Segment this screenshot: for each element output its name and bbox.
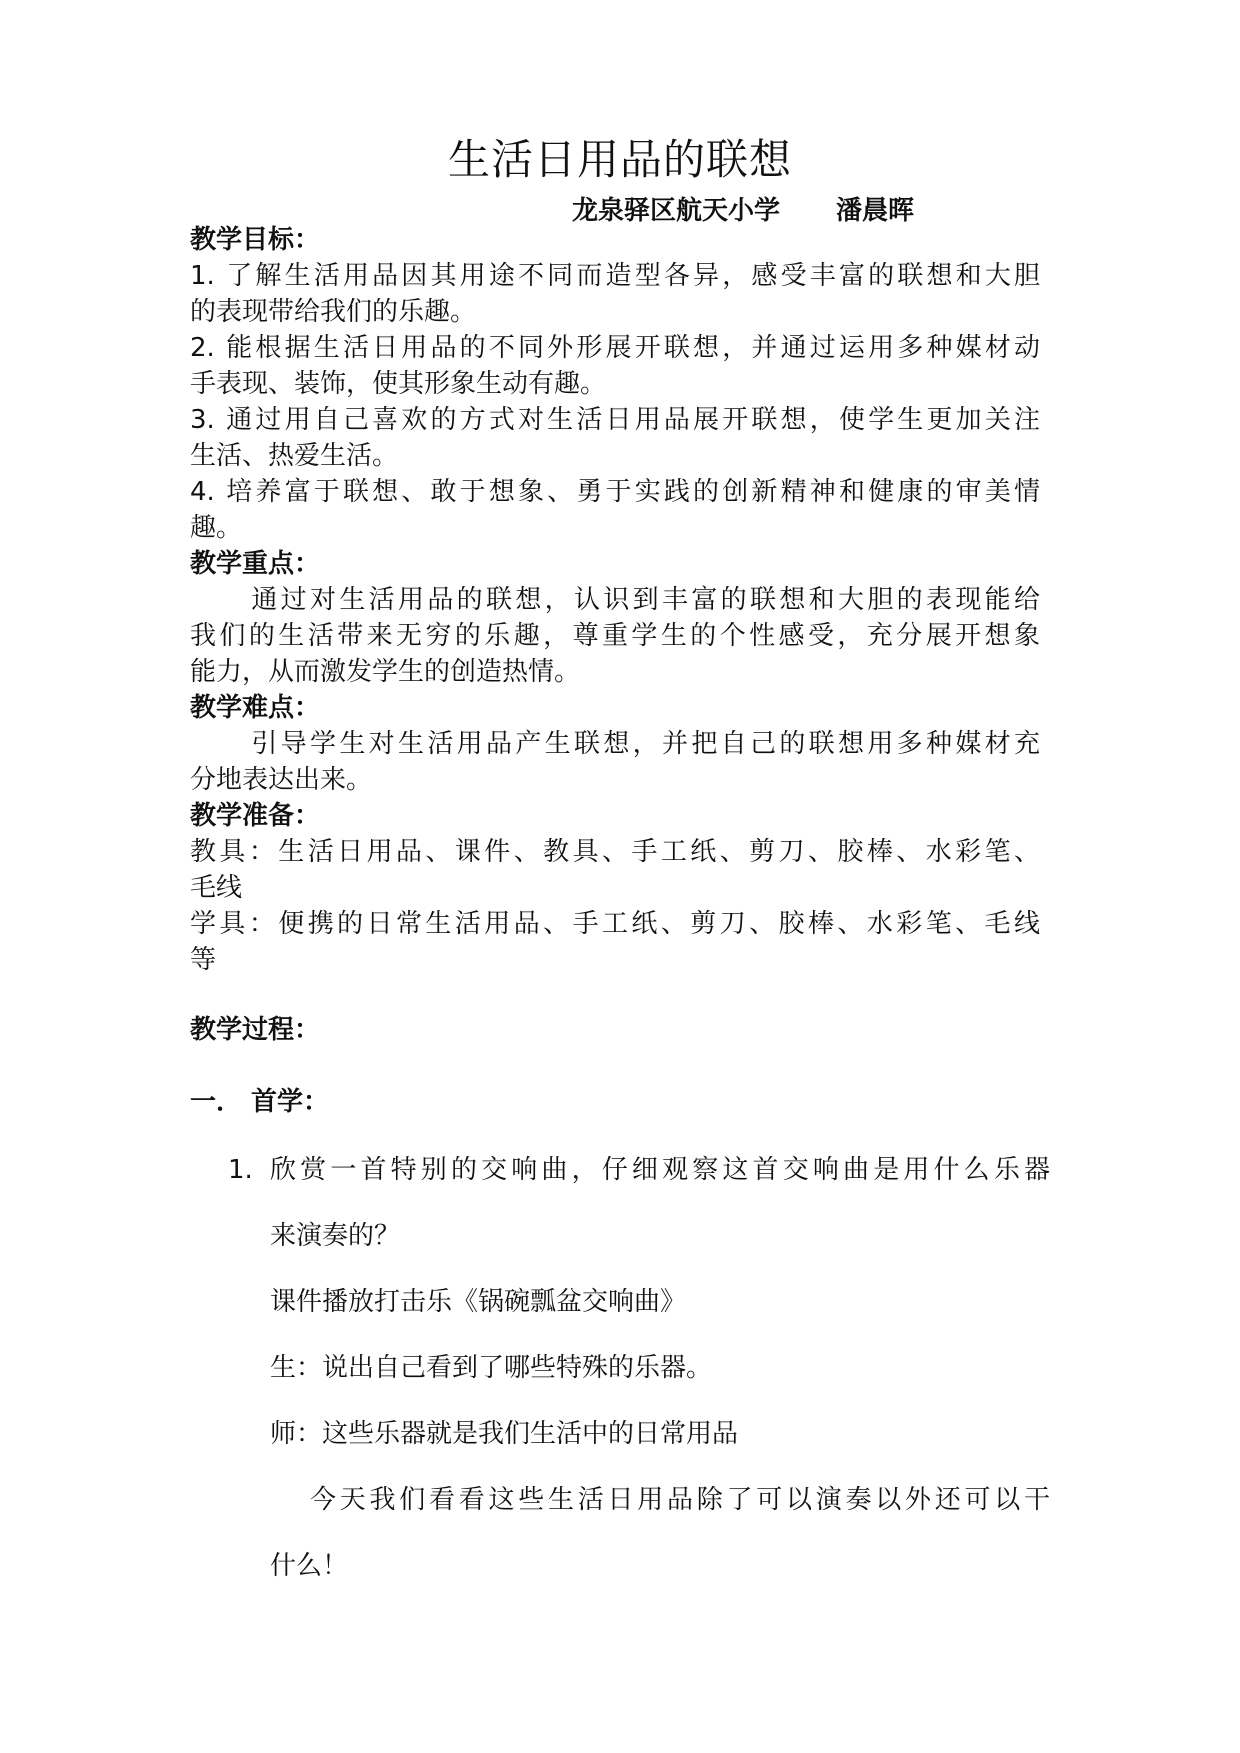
step-one-heading: 一． 首学： <box>190 1087 330 1117</box>
difficulties-heading: 教学难点： <box>190 693 321 723</box>
difficulties-line <box>190 726 1040 762</box>
item-number: 1. <box>228 1155 253 1185</box>
byline <box>572 193 914 229</box>
key-points-line <box>190 582 1040 618</box>
preparation-line: 学具：便携的日常生活用品、手工纸、剪刀、胶棒、水彩笔、毛线 <box>190 909 1040 939</box>
preparation-heading: 教学准备： <box>190 801 321 831</box>
difficulties-line: 分地表达出来。 <box>190 765 373 795</box>
process-item-line: 课件播放打击乐《锅碗瓢盆交响曲》 <box>270 1287 687 1317</box>
key-points-text: 通过对生活用品的联想，认识到丰富的联想和大胆的表现能给 <box>248 585 1040 615</box>
author-name: 潘晨晖 <box>836 196 915 226</box>
goals-line: 3. 通过用自己喜欢的方式对生活日用品展开联想，使学生更加关注 <box>190 405 1040 435</box>
goals-line: 趣。 <box>190 513 243 543</box>
school-name: 龙泉驿区航天小学 <box>572 196 781 226</box>
goals-line: 手表现、装饰，使其形象生动有趣。 <box>190 369 607 399</box>
goals-line: 的表现带给我们的乐趣。 <box>190 297 477 327</box>
goals-line: 4. 培养富于联想、敢于想象、勇于实践的创新精神和健康的审美情 <box>190 477 1040 507</box>
goals-heading: 教学目标： <box>190 225 321 255</box>
difficulties-text: 引导学生对生活用品产生联想，并把自己的联想用多种媒材充 <box>248 729 1040 759</box>
goals-line: 生活、热爱生活。 <box>190 441 399 471</box>
process-item-line: 生：说出自己看到了哪些特殊的乐器。 <box>270 1353 713 1383</box>
preparation-line: 毛线 <box>190 873 243 903</box>
process-item-line: 来演奏的？ <box>270 1221 401 1251</box>
key-points-line: 我们的生活带来无穷的乐趣，尊重学生的个性感受，充分展开想象 <box>190 621 1040 651</box>
document-title: 生活日用品的联想 <box>447 135 792 184</box>
process-heading: 教学过程： <box>190 1015 321 1045</box>
goals-line: 2. 能根据生活日用品的不同外形展开联想，并通过运用多种媒材动 <box>190 333 1040 363</box>
key-points-heading: 教学重点： <box>190 549 321 579</box>
preparation-line: 教具：生活日用品、课件、教具、手工纸、剪刀、胶棒、水彩笔、 <box>190 837 1040 867</box>
process-item-line: 欣赏一首特别的交响曲，仔细观察这首交响曲是用什么乐器 <box>270 1155 1050 1185</box>
process-item-line: 什么！ <box>270 1551 349 1581</box>
process-item-line: 师：这些乐器就是我们生活中的日常用品 <box>270 1419 739 1449</box>
process-item-line: 今天我们看看这些生活日用品除了可以演奏以外还可以干 <box>310 1485 1050 1515</box>
key-points-line: 能力，从而激发学生的创造热情。 <box>190 657 581 687</box>
preparation-line: 等 <box>190 945 217 975</box>
goals-line: 1. 了解生活用品因其用途不同而造型各异，感受丰富的联想和大胆 <box>190 261 1040 291</box>
